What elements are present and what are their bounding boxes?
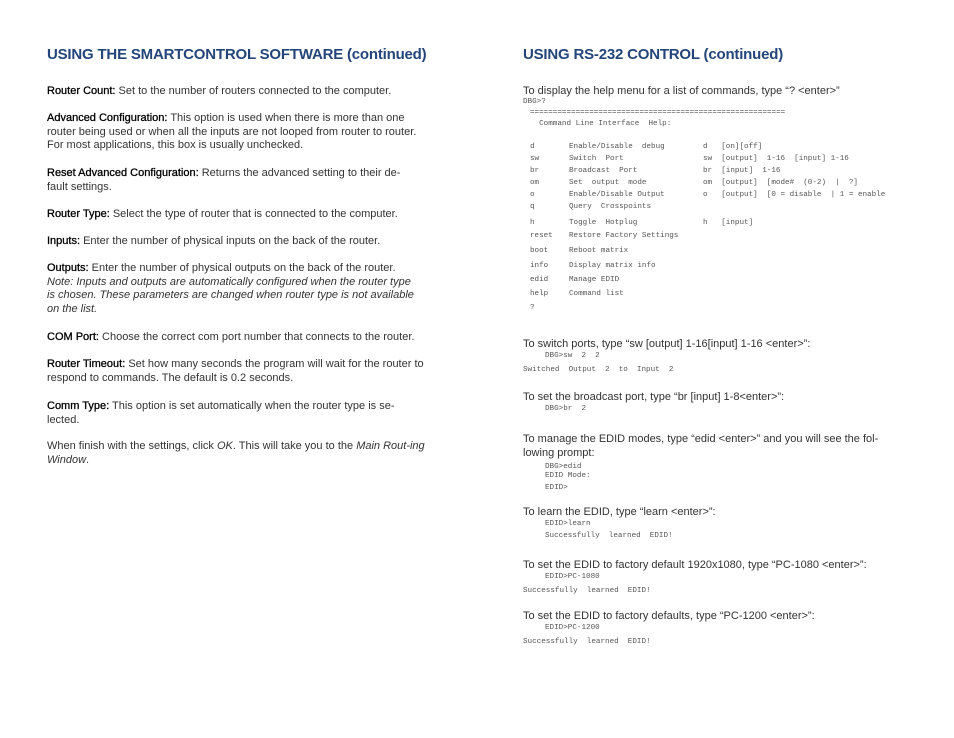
edid-prompt-1: DBG>edid — [545, 463, 582, 471]
broadcast-prompt: DBG>br 2 — [545, 405, 587, 413]
command-name: info — [530, 262, 549, 270]
advanced-config-term: Advanced Configuration: — [47, 112, 168, 124]
advanced-config-paragraph — [47, 112, 425, 153]
command-description: Command list — [569, 290, 624, 298]
comm-type-term: Comm Type: — [47, 400, 110, 412]
reset-advanced-term: Reset Advanced Configuration: — [47, 167, 199, 179]
ok-reference: OK — [216, 440, 233, 452]
outputs-term: Outputs: — [47, 262, 89, 274]
main-routing-window-reference: Main Rout-ing Window — [47, 440, 425, 466]
command-description: Enable/Disable debug — [569, 143, 665, 151]
outputs-text: Enter the number of physical outputs on the back of the router. — [88, 262, 396, 274]
router-type-text: Select the type of router that is connected to the computer. — [109, 208, 398, 220]
command-syntax: br [input] 1-16 — [703, 167, 781, 175]
command-description: Display matrix info — [569, 262, 656, 270]
command-name: q — [530, 203, 535, 211]
page-title-rs232: USING RS-232 CONTROL (continued) — [523, 46, 784, 63]
command-syntax: sw [output] 1-16 [input] 1-16 — [703, 155, 849, 163]
help-prompt: DBG>? — [523, 98, 546, 106]
finish-text-post: . — [86, 453, 90, 466]
inputs-term: Inputs: — [47, 235, 81, 247]
edid-prompt-3: EDID> — [545, 484, 568, 492]
reset-advanced-text: Returns the advanced setting to their de-fault settings. — [47, 167, 401, 193]
pc1200-prompt: EDID>PC-1200 — [545, 624, 600, 632]
com-port-term: COM Port: — [47, 331, 99, 343]
switch-result: Switched Output 2 to Input 2 — [523, 366, 674, 374]
pc1080-prompt: EDID>PC-1080 — [545, 573, 600, 581]
pc1200-intro: To set the EDID to factory defaults, type “PC-1200 <enter>”: — [523, 610, 815, 622]
command-name: om — [530, 179, 540, 187]
comm-type-text: This option is set automatically when the router type is se-lected. — [47, 400, 395, 426]
help-title: Command Line Interface Help: — [530, 120, 672, 128]
command-name: reset — [530, 232, 553, 240]
com-port-text: Choose the correct com port number that connects to the router. — [98, 331, 415, 343]
learn-intro: To learn the EDID, type “learn <enter>”: — [523, 506, 716, 518]
command-name: o — [530, 191, 535, 199]
command-name: br — [530, 167, 540, 175]
pc1080-intro: To set the EDID to factory default 1920x1080, type “PC-1080 <enter>”: — [523, 559, 867, 571]
command-name: help — [530, 290, 549, 298]
command-description: Query Crosspoints — [569, 203, 652, 211]
command-description: Switch Port — [569, 155, 624, 163]
switch-prompt: DBG>sw 2 2 — [545, 352, 600, 360]
finish-paragraph — [47, 440, 427, 467]
command-description: Set output mode — [569, 179, 647, 187]
router-type-term: Router Type: — [47, 208, 110, 220]
finish-text-mid: . This will take you to the — [232, 440, 357, 452]
router-timeout-paragraph — [47, 358, 432, 385]
inputs-paragraph — [47, 235, 432, 249]
command-name: ? — [530, 304, 535, 312]
comm-type-paragraph — [47, 400, 417, 427]
learn-prompt: EDID>learn — [545, 520, 591, 528]
command-description: Manage EDID — [569, 276, 620, 284]
learn-result: Successfully learned EDID! — [545, 532, 673, 540]
router-count-term: Router Count: — [47, 85, 116, 97]
command-syntax: om [output] [mode# (0-2) | ?] — [703, 179, 858, 187]
page-title-smartcontrol: USING THE SMARTCONTROL SOFTWARE (continued) — [47, 46, 427, 63]
outputs-note: Note: Inputs and outputs are automatically configured when the router type is chosen. These parameters are changed when router type is not available on the list. — [47, 275, 414, 315]
help-intro: To display the help menu for a list of commands, type “? <enter>” — [523, 85, 840, 97]
command-name: boot — [530, 247, 549, 255]
command-name: edid — [530, 276, 549, 284]
advanced-config-text: This option is used when there is more than one router being used or when all the inputs are not looped from router to router. For most applications, this box is usually unchecked. — [47, 112, 417, 151]
com-port-paragraph — [47, 331, 432, 345]
command-name: d — [530, 143, 535, 151]
pc1080-result: Successfully learned EDID! — [523, 587, 651, 595]
edid-prompt-2: EDID Mode: — [545, 472, 591, 480]
router-timeout-text: Set how many seconds the program will wait for the router to respond to commands. The default is 0.2 seconds. — [47, 358, 424, 384]
inputs-text: Enter the number of physical inputs on the back of the router. — [80, 235, 381, 247]
router-timeout-term: Router Timeout: — [47, 358, 126, 370]
command-description: Restore Factory Settings — [569, 232, 679, 240]
router-type-paragraph — [47, 208, 432, 222]
command-description: Enable/Disable Output — [569, 191, 665, 199]
finish-text-pre: When finish with the settings, click — [47, 440, 217, 452]
router-count-text: Set to the number of routers connected to the computer. — [115, 85, 392, 97]
reset-advanced-paragraph — [47, 167, 419, 194]
switch-intro: To switch ports, type “sw [output] 1-16[input] 1-16 <enter>”: — [523, 338, 811, 350]
broadcast-intro: To set the broadcast port, type “br [input] 1-8<enter>”: — [523, 391, 785, 403]
command-description: Reboot matrix — [569, 247, 629, 255]
outputs-paragraph — [47, 262, 417, 316]
command-description: Broadcast Port — [569, 167, 638, 175]
command-description: Toggle Hotplug — [569, 219, 638, 227]
command-name: sw — [530, 155, 540, 163]
command-name: h — [530, 219, 535, 227]
command-syntax: o [output] [0 = disable | 1 = enable — [703, 191, 886, 199]
pc1200-result: Successfully learned EDID! — [523, 638, 651, 646]
command-syntax: h [input] — [703, 219, 754, 227]
edid-intro: To manage the EDID modes, type “edid <enter>” and you will see the fol-lowing prompt: — [523, 433, 879, 459]
help-rule: ======================================================== — [530, 109, 786, 117]
router-count-paragraph — [47, 85, 432, 99]
command-syntax: d [on][off] — [703, 143, 763, 151]
